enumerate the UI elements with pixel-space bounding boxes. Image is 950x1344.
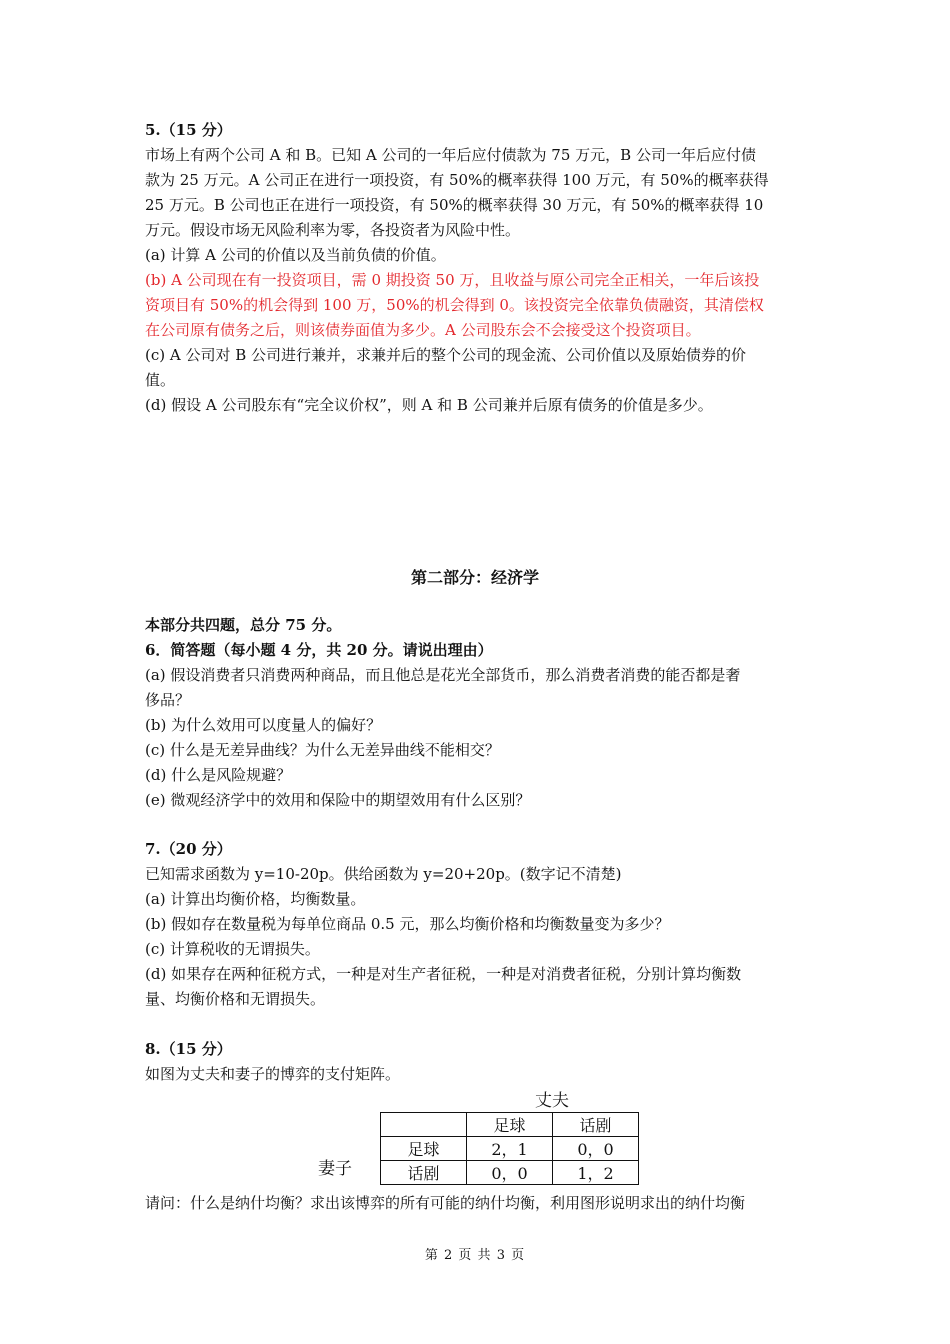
page-footer: 第 2 页 共 3 页 bbox=[424, 1248, 526, 1263]
payoff-cell: 0，0 bbox=[467, 1161, 553, 1185]
column-player-label: 丈夫 bbox=[535, 1091, 569, 1111]
payoff-corner-cell bbox=[381, 1113, 467, 1137]
question-5-part-a: (a) 计算 A 公司的价值以及当前负债的价值。 bbox=[145, 246, 446, 264]
question-5-part-b-line: (b) A 公司现在有一投资项目，需 0 期投资 50 万，且收益与原公司完全正相关，一年后该投 bbox=[145, 271, 760, 289]
payoff-cell: 1，2 bbox=[553, 1161, 639, 1185]
question-5-part-b-line: 在公司原有债务之后，则该债券面值为多少。A 公司股东会不会接受这个投资项目。 bbox=[145, 321, 701, 339]
question-7-heading: 7.（20 分） bbox=[145, 840, 232, 858]
question-8 bbox=[145, 1037, 815, 1087]
question-6 bbox=[145, 613, 815, 813]
question-8-heading: 8.（15 分） bbox=[145, 1040, 232, 1058]
question-6-part-a-line: 侈品？ bbox=[145, 691, 191, 709]
part-2-summary: 本部分共四题，总分 75 分。 bbox=[145, 616, 342, 634]
payoff-cell: 2，1 bbox=[467, 1137, 553, 1161]
question-5-heading: 5.（15 分） bbox=[145, 121, 232, 139]
question-5-part-b-line: 资项目有 50%的机会得到 100 万，50%的机会得到 0。该投资完全依靠负债融资，其清偿权 bbox=[145, 296, 764, 314]
question-5-part-d: (d) 假设 A 公司股东有“完全议价权”，则 A 和 B 公司兼并后原有债务的价值是多少。 bbox=[145, 396, 713, 414]
payoff-row bbox=[381, 1161, 639, 1185]
row-strategy-header: 足球 bbox=[381, 1137, 467, 1161]
question-6-heading: 6．简答题（每小题 4 分，共 20 分。请说出理由） bbox=[145, 641, 493, 659]
question-8-intro: 如图为丈夫和妻子的博弈的支付矩阵。 bbox=[145, 1065, 401, 1083]
question-7-part-d-line: (d) 如果存在两种征税方式，一种是对生产者征税，一种是对消费者征税，分别计算均衡数 bbox=[145, 965, 742, 983]
column-strategy-header: 话剧 bbox=[553, 1113, 639, 1137]
question-7 bbox=[145, 837, 815, 1012]
part-2-title: 第二部分：经济学 bbox=[410, 568, 539, 587]
question-6-part-c: (c) 什么是无差异曲线？为什么无差异曲线不能相交？ bbox=[145, 741, 500, 759]
payoff-cell: 0，0 bbox=[553, 1137, 639, 1161]
question-7-part-d-line: 量、均衡价格和无谓损失。 bbox=[145, 990, 326, 1008]
payoff-header-row bbox=[381, 1113, 639, 1137]
question-8-question: 请问：什么是纳什均衡？求出该博弈的所有可能的纳什均衡，利用图形说明求出的纳什均衡 bbox=[145, 1194, 746, 1212]
row-strategy-header: 话剧 bbox=[381, 1161, 467, 1185]
question-6-part-b: (b) 为什么效用可以度量人的偏好？ bbox=[145, 716, 382, 734]
payoff-row bbox=[381, 1137, 639, 1161]
question-7-part-b: (b) 假如存在数量税为每单位商品 0.5 元，那么均衡价格和均衡数量变为多少？ bbox=[145, 915, 670, 933]
row-player-label: 妻子 bbox=[318, 1159, 352, 1179]
payoff-matrix bbox=[300, 1086, 660, 1196]
question-6-part-d: (d) 什么是风险规避？ bbox=[145, 766, 292, 784]
question-8-prompt bbox=[145, 1191, 815, 1216]
question-5-intro-line: 25 万元。B 公司也正在进行一项投资，有 50%的概率获得 30 万元，有 50%的概率获得 10 bbox=[145, 196, 764, 214]
question-5-part-c-line: (c) A 公司对 B 公司进行兼并，求兼并后的整个公司的现金流、公司价值以及原始债券的价 bbox=[145, 346, 747, 364]
column-strategy-header: 足球 bbox=[467, 1113, 553, 1137]
question-7-intro: 已知需求函数为 y=10-20p。供给函数为 y=20+20p。(数字记不清楚) bbox=[145, 865, 622, 883]
question-5-intro-line: 万元。假设市场无风险利率为零，各投资者为风险中性。 bbox=[145, 221, 521, 239]
question-7-part-c: (c) 计算税收的无谓损失。 bbox=[145, 940, 320, 958]
question-5-intro-line: 市场上有两个公司 A 和 B。已知 A 公司的一年后应付债款为 75 万元，B 公司一年后应付债 bbox=[145, 146, 756, 164]
question-5 bbox=[145, 118, 815, 418]
question-6-part-a-line: (a) 假设消费者只消费两种商品，而且他总是花光全部货币，那么消费者消费的能否都是奢 bbox=[145, 666, 741, 684]
question-6-part-e: (e) 微观经济学中的效用和保险中的期望效用有什么区别？ bbox=[145, 791, 531, 809]
question-5-part-c-line: 值。 bbox=[145, 371, 176, 389]
question-7-part-a: (a) 计算出均衡价格，均衡数量。 bbox=[145, 890, 366, 908]
question-5-intro-line: 款为 25 万元。A 公司正在进行一项投资，有 50%的概率获得 100 万元，有 50%的概率获得 bbox=[145, 171, 769, 189]
payoff-table bbox=[380, 1112, 639, 1185]
